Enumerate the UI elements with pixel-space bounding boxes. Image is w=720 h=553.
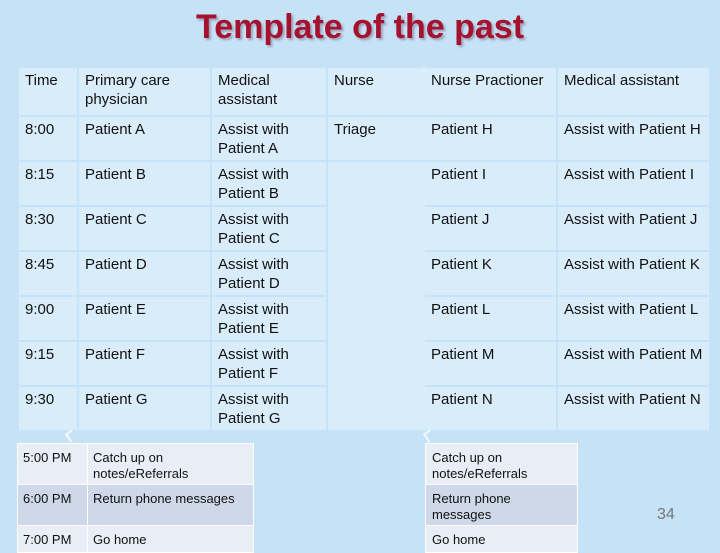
ma2-cell: Assist with Patient H: [557, 116, 710, 161]
list-item: [18, 444, 254, 485]
ma2-cell: Assist with Patient K: [557, 251, 710, 296]
nurse-cell: [327, 161, 424, 206]
ma2-cell: Assist with Patient N: [557, 386, 710, 431]
schedule-task: Return phone messages: [426, 485, 578, 526]
np-cell: Patient L: [424, 296, 557, 341]
table-header-row: [18, 67, 710, 116]
time-cell: 9:30: [18, 386, 78, 431]
list-item: [18, 526, 254, 553]
ma2-cell: Assist with Patient I: [557, 161, 710, 206]
np-cell: Patient N: [424, 386, 557, 431]
table-row: [18, 116, 710, 161]
pcp-cell: Patient B: [78, 161, 211, 206]
table-row: [18, 161, 710, 206]
schedule-task: Go home: [88, 526, 254, 553]
np-cell: Patient J: [424, 206, 557, 251]
ma-cell: Assist with Patient F: [211, 341, 327, 386]
ma2-cell: Assist with Patient L: [557, 296, 710, 341]
schedule-time: 6:00 PM: [18, 485, 88, 526]
schedule-table: [17, 66, 711, 432]
schedule-time: 5:00 PM: [18, 444, 88, 485]
ma-cell: Assist with Patient B: [211, 161, 327, 206]
header-cell-time: Time: [18, 67, 78, 116]
pcp-cell: Patient D: [78, 251, 211, 296]
pcp-cell: Patient C: [78, 206, 211, 251]
nurse-cell: [327, 341, 424, 386]
time-cell: 8:00: [18, 116, 78, 161]
nurse-cell: [327, 296, 424, 341]
table-row: [18, 386, 710, 431]
time-cell: 8:45: [18, 251, 78, 296]
schedule-time: 7:00 PM: [18, 526, 88, 553]
np-cell: Patient H: [424, 116, 557, 161]
time-cell: 9:15: [18, 341, 78, 386]
list-item: [426, 444, 578, 485]
nurse-cell: [327, 251, 424, 296]
nurse-cell: [327, 386, 424, 431]
schedule-task: Return phone messages: [88, 485, 254, 526]
schedule-task: Catch up on notes/eReferrals: [88, 444, 254, 485]
ma-cell: Assist with Patient E: [211, 296, 327, 341]
pcp-cell: Patient A: [78, 116, 211, 161]
table-row: [18, 206, 710, 251]
header-cell-nurse: Nurse: [327, 67, 424, 116]
np-cell: Patient K: [424, 251, 557, 296]
np-cell: Patient M: [424, 341, 557, 386]
table-row: [18, 341, 710, 386]
table-row: [18, 251, 710, 296]
nurse-cell: Triage: [327, 116, 424, 161]
ma2-cell: Assist with Patient J: [557, 206, 710, 251]
pcp-cell: Patient F: [78, 341, 211, 386]
schedule-task: Go home: [426, 526, 578, 553]
header-cell-medical-assistant-2: Medical assistant: [557, 67, 710, 116]
time-cell: 9:00: [18, 296, 78, 341]
pcp-cell: Patient G: [78, 386, 211, 431]
np-cell: Patient I: [424, 161, 557, 206]
time-cell: 8:15: [18, 161, 78, 206]
ma-cell: Assist with Patient G: [211, 386, 327, 431]
slide-title: Template of the past: [195, 8, 525, 46]
header-cell-medical-assistant: Medical assistant: [211, 67, 327, 116]
time-cell: 8:30: [18, 206, 78, 251]
list-item: [18, 485, 254, 526]
ma-cell: Assist with Patient A: [211, 116, 327, 161]
np-evening-schedule: [425, 443, 578, 553]
ma-cell: Assist with Patient C: [211, 206, 327, 251]
table-row: [18, 296, 710, 341]
nurse-cell: [327, 206, 424, 251]
ma2-cell: Assist with Patient M: [557, 341, 710, 386]
schedule-task: Catch up on notes/eReferrals: [426, 444, 578, 485]
header-cell-primary-care-physician: Primary care physician: [78, 67, 211, 116]
page-number: 34: [657, 506, 675, 523]
ma-cell: Assist with Patient D: [211, 251, 327, 296]
pcp-cell: Patient E: [78, 296, 211, 341]
header-cell-nurse-practioner: Nurse Practioner: [424, 67, 557, 116]
physician-evening-schedule: [17, 443, 254, 553]
list-item: [426, 485, 578, 526]
list-item: [426, 526, 578, 553]
